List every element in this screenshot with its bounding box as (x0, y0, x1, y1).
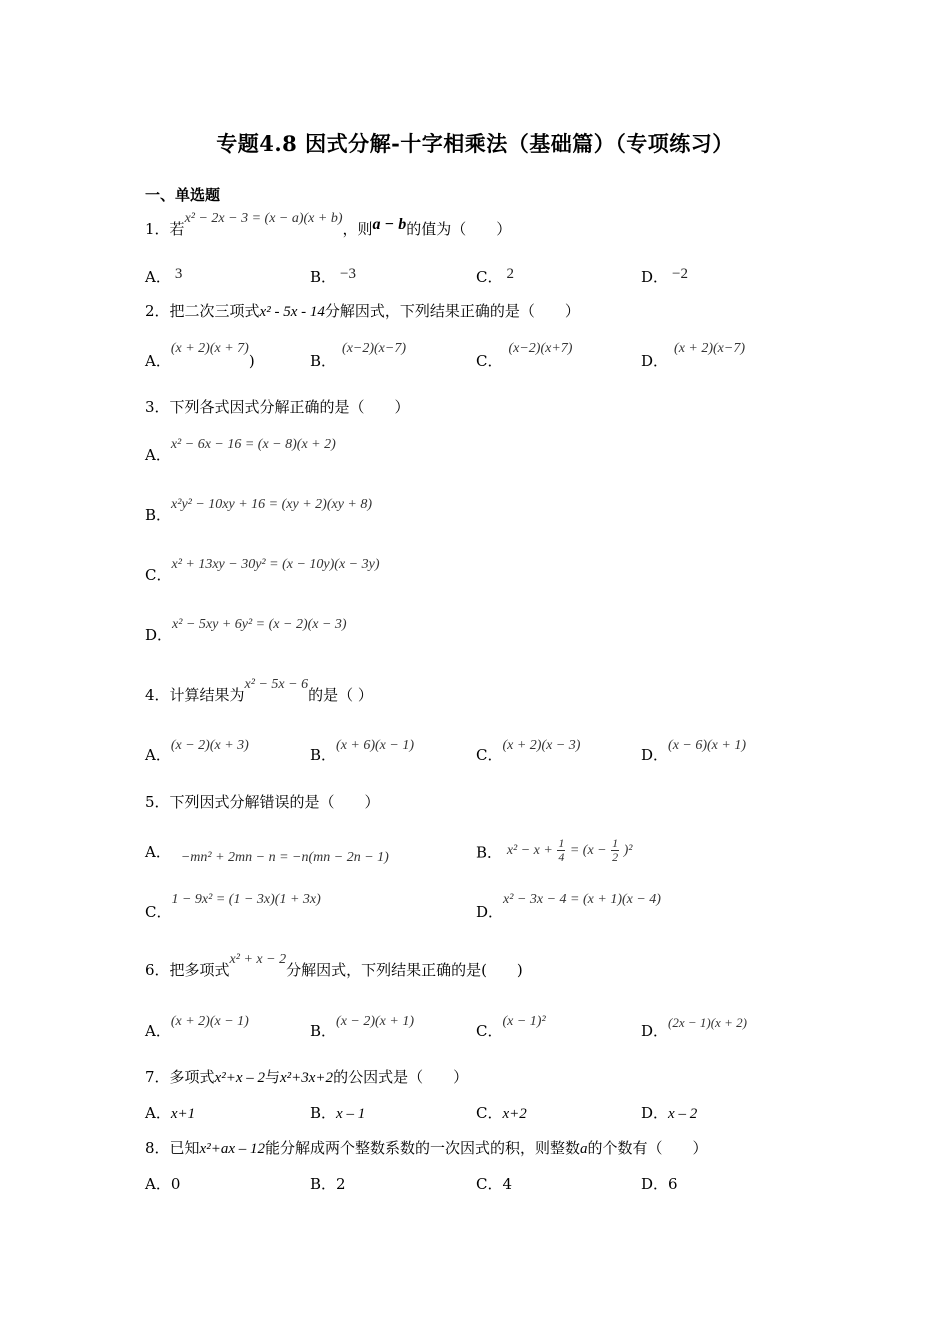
option-value: 0 (170, 1175, 181, 1193)
option-label: C． (476, 1104, 503, 1122)
option-value: x+2 (502, 1106, 527, 1122)
option-value: x² + 13xy − 30y² = (x − 10y)(x − 3y) (171, 557, 380, 572)
fraction-numerator: 1 (558, 836, 565, 850)
option-value: 6 (668, 1175, 678, 1193)
option-label: D． (641, 1175, 669, 1193)
question-4 (145, 677, 373, 707)
fraction-half (611, 837, 619, 864)
option-expression (506, 836, 633, 864)
question-2-polynomial: x² - 5x - 14 (259, 304, 325, 320)
question-7-text-post: 的公因式是（ ） (333, 1068, 469, 1086)
fraction-quarter (557, 837, 565, 864)
option-label: C． (476, 352, 503, 370)
option-value: −2 (672, 266, 688, 282)
option-label: C． (476, 1022, 503, 1040)
option-value: x² − 5xy + 6y² = (x − 2)(x − 3) (172, 617, 347, 632)
option-value: 2 (506, 266, 514, 282)
question-4-option-b (310, 738, 415, 765)
question-4-option-a (145, 738, 249, 765)
question-7-text-mid: 与 (264, 1068, 280, 1086)
option-label: A． (145, 843, 171, 861)
option-label: D． (641, 1022, 669, 1040)
option-label: D． (641, 746, 669, 764)
option-value: −3 (340, 266, 356, 282)
question-1-option-d (641, 266, 688, 287)
option-value: (x + 2)(x − 3) (502, 738, 581, 753)
option-label: A． (145, 352, 171, 370)
section-heading: 一、单选题 (145, 186, 221, 204)
option-value: (x + 2)(x + 7) (170, 341, 249, 356)
question-4-text-pre: 4．计算结果为 (145, 686, 245, 704)
question-6-option-b (310, 1014, 415, 1041)
question-2-text-pre: 2．把二次三项式 (145, 302, 260, 320)
option-value: 4 (502, 1175, 513, 1193)
option-label: B． (145, 506, 172, 524)
option-value: x² − 6x − 16 = (x − 8)(x + 2) (170, 437, 336, 452)
question-8-option-a (145, 1173, 180, 1194)
question-8-text-pre: 8．已知 (145, 1139, 200, 1157)
expr-part: )² (623, 842, 633, 858)
question-5-option-d (476, 892, 661, 922)
question-7 (145, 1067, 468, 1088)
option-value: (x−2)(x+7) (508, 341, 573, 356)
option-label: B． (310, 268, 337, 286)
question-5-option-c (145, 892, 321, 922)
option-tail: ) (248, 352, 255, 370)
option-label: B． (310, 746, 337, 764)
option-value: x+1 (170, 1106, 196, 1122)
question-4-option-c (476, 738, 581, 765)
question-1-text-mid: ，则 (342, 220, 373, 238)
question-6-expression: x² + x − 2 (229, 952, 287, 967)
question-6-option-a (145, 1014, 249, 1041)
fraction-denominator: 2 (612, 850, 619, 864)
option-label: C． (145, 566, 172, 584)
option-value: 3 (174, 266, 183, 282)
fraction-denominator: 4 (558, 850, 565, 864)
question-2-option-b (310, 341, 407, 371)
question-5-option-b (476, 836, 633, 868)
question-5-option-a (145, 841, 389, 865)
option-label: C． (476, 268, 503, 286)
option-label: A． (145, 268, 171, 286)
option-label: C． (476, 1175, 503, 1193)
question-8-text-mid: 能分解成两个整数系数的一次因式的积，则整数 (264, 1139, 580, 1157)
question-3-option-b (145, 497, 373, 525)
question-6-text-pre: 6．把多项式 (145, 961, 230, 979)
question-1-option-b (310, 266, 356, 287)
option-label: D． (476, 903, 504, 921)
question-6-option-c (476, 1014, 546, 1041)
question-7-option-d (641, 1102, 697, 1123)
question-8-option-d (641, 1173, 678, 1194)
option-value: (x − 2)(x + 3) (170, 738, 249, 753)
question-8-option-c (476, 1173, 512, 1194)
expr-part: = (x − (569, 842, 607, 858)
option-label: A． (145, 446, 171, 464)
question-8-polynomial: x²+ax – 12 (199, 1141, 265, 1157)
question-8 (145, 1138, 708, 1159)
question-6 (145, 952, 523, 982)
option-value: 2 (336, 1175, 346, 1193)
option-label: A． (145, 1104, 171, 1122)
question-7-polynomial-1: x²+x – 2 (214, 1070, 265, 1086)
option-label: A． (145, 1175, 171, 1193)
question-4-expression: x² − 5x − 6 (244, 677, 309, 692)
question-1 (145, 211, 512, 241)
question-6-text-post: 分解因式，下列结果正确的是( ) (286, 961, 523, 979)
option-label: D． (641, 352, 669, 370)
option-value: x – 2 (668, 1106, 698, 1122)
option-label: A． (145, 1022, 171, 1040)
question-3-option-c (145, 557, 380, 585)
option-label: D． (641, 268, 669, 286)
option-label: B． (310, 1175, 337, 1193)
option-label: C． (476, 746, 503, 764)
question-1-a-minus-b: a − b (372, 216, 407, 233)
question-1-expression: x² − 2x − 3 = (x − a)(x + b) (184, 211, 343, 226)
question-1-text-pre: 若 (169, 220, 185, 238)
question-7-option-a (145, 1102, 195, 1123)
option-value: x²y² − 10xy + 16 = (xy + 2)(xy + 8) (171, 497, 373, 512)
question-5: 5．下列因式分解错误的是（ ） (145, 793, 380, 811)
option-label: B． (310, 1104, 337, 1122)
option-label: B． (310, 1022, 337, 1040)
option-label: C． (145, 903, 172, 921)
question-1-option-a (145, 266, 182, 287)
question-2-option-c (476, 341, 573, 371)
option-value: (x − 2)(x + 1) (336, 1014, 415, 1029)
question-3-option-d (145, 617, 347, 645)
option-label: B． (310, 352, 337, 370)
question-7-text-pre: 7．多项式 (145, 1068, 215, 1086)
option-label: A． (145, 746, 171, 764)
expr-part: x² − x + (506, 842, 553, 858)
option-value: (x−2)(x−7) (342, 341, 407, 356)
question-6-option-d (641, 1015, 747, 1041)
option-value: 1 − 9x² = (1 − 3x)(1 + 3x) (171, 892, 321, 907)
question-7-option-c (476, 1102, 527, 1123)
question-2-text-post: 分解因式，下列结果正确的是（ ） (324, 302, 580, 320)
option-value: −mn² + 2mn − n = −n(mn − 2n − 1) (180, 850, 389, 865)
question-8-variable: a (580, 1141, 588, 1157)
option-value: (x − 1)² (502, 1014, 546, 1029)
question-2 (145, 301, 580, 322)
question-8-option-b (310, 1173, 346, 1194)
question-3: 3．下列各式因式分解正确的是（ ） (145, 398, 410, 416)
document-title: 专题4.8 因式分解-十字相乘法（基础篇）（专项练习） (216, 131, 734, 156)
question-1-number: 1． (145, 220, 170, 238)
option-label: D． (145, 626, 173, 644)
question-2-option-d (641, 341, 746, 371)
option-label: B． (476, 843, 503, 862)
option-value: (2x − 1)(x + 2) (668, 1015, 747, 1030)
question-7-option-b (310, 1102, 365, 1123)
option-value: (x − 6)(x + 1) (668, 738, 747, 753)
question-2-option-a (145, 341, 255, 371)
option-label: D． (641, 1104, 669, 1122)
question-4-option-d (641, 738, 747, 765)
question-1-option-c (476, 266, 514, 287)
option-value: x² − 3x − 4 = (x + 1)(x − 4) (503, 892, 661, 907)
question-8-text-post: 的个数有（ ） (587, 1139, 708, 1157)
option-value: (x + 6)(x − 1) (336, 738, 415, 753)
question-7-polynomial-2: x²+3x+2 (280, 1070, 334, 1086)
fraction-numerator: 1 (612, 836, 619, 850)
question-3-option-a (145, 437, 336, 465)
option-value: (x + 2)(x−7) (674, 341, 746, 356)
option-value: x – 1 (336, 1106, 366, 1122)
question-1-text-post: 的值为（ ） (406, 220, 512, 238)
question-4-text-post: 的是（ ） (308, 686, 373, 704)
option-value: (x + 2)(x − 1) (170, 1014, 249, 1029)
